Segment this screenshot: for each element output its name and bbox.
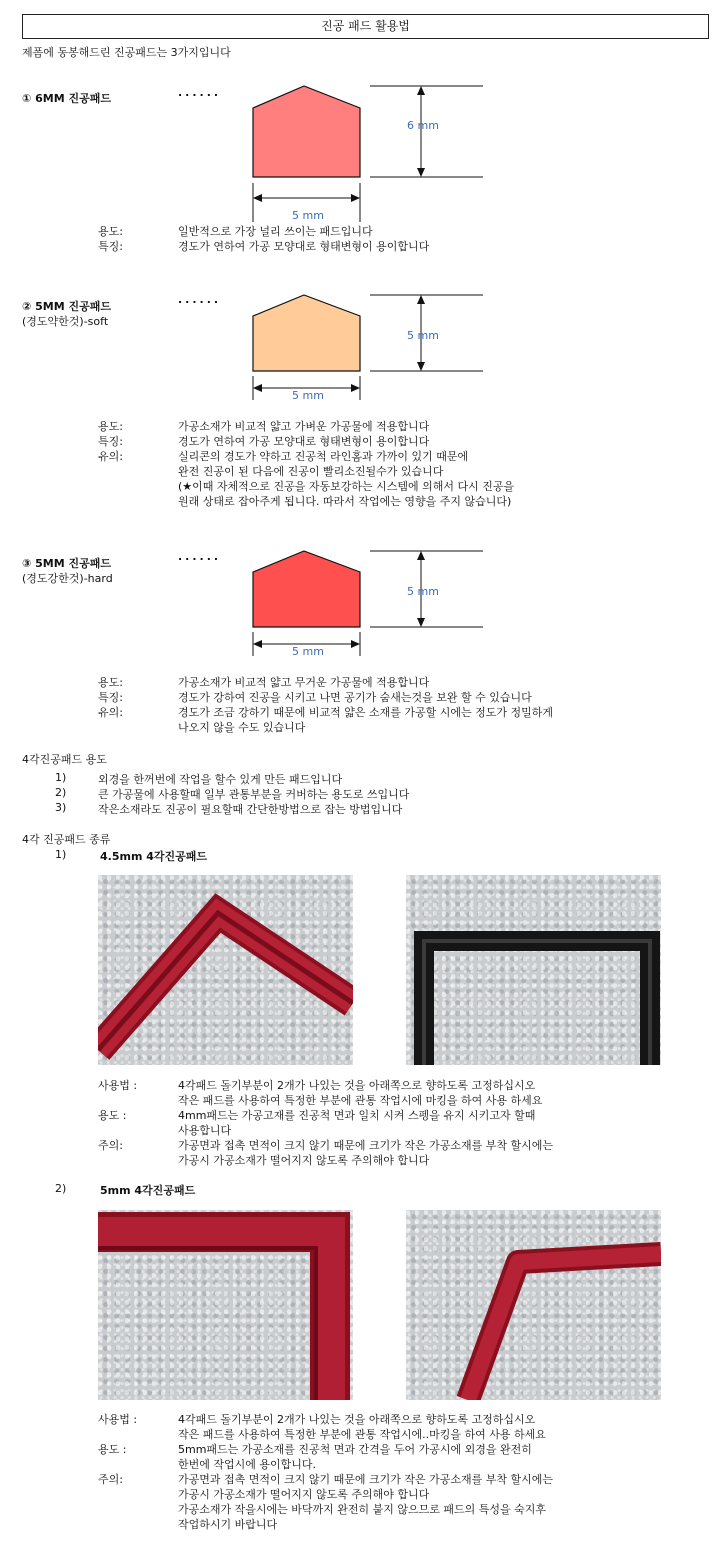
pad2-label-2: 유의: bbox=[98, 450, 123, 463]
type2-text-7: 작업하시기 바랍니다 bbox=[178, 1518, 278, 1531]
pad1-width-label: 5 mm bbox=[292, 209, 324, 222]
page-title: 진공 패드 활용법 bbox=[22, 14, 709, 39]
pad3-text-2: 경도가 조금 강하기 때문에 비교적 얇은 소재를 가공할 시에는 정도가 정밀하게 bbox=[178, 706, 553, 719]
pad2-heading: ② 5MM 진공패드 bbox=[22, 300, 112, 313]
pad2-text-5: 원래 상태로 잡아주게 됩니다. 따라서 작업에는 영향을 주지 않습니다) bbox=[178, 495, 512, 508]
type2-text-1: 작은 패드를 사용하여 특정한 부분에 관통 작업시에..마킹을 하여 사용 하세요 bbox=[178, 1428, 546, 1441]
type1-label-4: 주의: bbox=[98, 1139, 123, 1152]
type1-text-1: 작은 패드를 사용하여 특정한 부분에 관통 작업시에 마킹을 하여 사용 하세요 bbox=[178, 1094, 543, 1107]
type2-name: 5mm 4각진공패드 bbox=[100, 1184, 196, 1197]
type1-text-0: 4각패드 돌기부분이 2개가 나있는 것을 아래쪽으로 향하도록 고정하십시오 bbox=[178, 1079, 536, 1092]
type2-text-2: 5mm패드는 가공소재를 진공척 면과 간격을 두어 가공시에 외경을 완전히 bbox=[178, 1443, 532, 1456]
intro-text: 제폼에 동봉해드린 진공패드는 3가지입니다 bbox=[22, 46, 231, 59]
pad3-subtitle: (경도강한것)-hard bbox=[22, 572, 113, 585]
type1-text-4: 가공면과 접촉 면적이 크지 않기 때문에 크기가 작은 가공소재를 부착 할시에는 bbox=[178, 1139, 553, 1152]
pad2-width-label: 5 mm bbox=[292, 389, 324, 402]
pad3-label-1: 특징: bbox=[98, 691, 123, 704]
square-usage-heading: 4각진공패드 용도 bbox=[22, 753, 107, 766]
type2-label-4: 주의: bbox=[98, 1473, 123, 1486]
pad1-heading: ① 6MM 진공패드 bbox=[22, 92, 112, 105]
pad2-text-2: 실리콘의 경도가 약하고 진공척 라인홈과 가까이 있기 때문에 bbox=[178, 450, 469, 463]
pad2-subtitle: (경도약한것)-soft bbox=[22, 315, 109, 328]
pad3-label-0: 용도: bbox=[98, 676, 123, 689]
photo-red-frame-5mm-right bbox=[406, 1210, 661, 1400]
type2-label-0: 사용법 : bbox=[98, 1413, 138, 1426]
pad3-dots: ...... bbox=[178, 550, 222, 563]
pad1-text-0: 일반적으로 가장 널리 쓰이는 패드입니다 bbox=[178, 225, 373, 238]
type1-text-5: 가공시 가공소재가 떨어지지 않도록 주의해야 합니다 bbox=[178, 1154, 430, 1167]
photo-red-frame-5mm-left bbox=[98, 1210, 353, 1400]
pad3-profile-shape bbox=[253, 551, 360, 627]
type2-text-5: 가공시 가공소재가 떨어지지 않도록 주의해야 합니다 bbox=[178, 1488, 430, 1501]
pad2-dots: ...... bbox=[178, 293, 222, 306]
photo-black-frame-4-5mm bbox=[406, 875, 661, 1065]
square-usage-num-2: 3) bbox=[55, 801, 67, 814]
pad3-text-3: 나오지 않을 수도 있습니다 bbox=[178, 721, 306, 734]
square-usage-text-1: 큰 가공물에 사용할때 일부 관통부분을 커버하는 용도로 쓰입니다 bbox=[98, 788, 410, 801]
pad2-text-4: (★이때 자체적으로 진공을 자동보강하는 시스템에 의해서 다시 진공을 bbox=[178, 480, 515, 493]
pad3-text-1: 경도가 강하여 진공을 시키고 나면 공기가 숨새는것을 보완 할 수 있습니다 bbox=[178, 691, 532, 704]
pad2-label-1: 특징: bbox=[98, 435, 123, 448]
type2-label-2: 용도 : bbox=[98, 1443, 127, 1456]
type2-text-6: 가공소재가 작을시에는 바닥까지 완전히 붙지 않으므로 패드의 특성을 숙지후 bbox=[178, 1503, 547, 1516]
pad3-height-label: 5 mm bbox=[407, 585, 439, 598]
type1-num: 1) bbox=[55, 848, 67, 861]
pad1-label-0: 용도: bbox=[98, 225, 123, 238]
photo-red-corner-4-5mm bbox=[98, 875, 353, 1065]
square-usage-text-2: 작은소재라도 진공이 필요할때 간단한방법으로 잡는 방법입니다 bbox=[98, 803, 403, 816]
square-types-heading: 4각 진공패드 종류 bbox=[22, 833, 111, 846]
pad1-profile-shape bbox=[253, 86, 360, 177]
pad2-profile-shape bbox=[253, 295, 360, 371]
pad3-heading: ③ 5MM 진공패드 bbox=[22, 557, 112, 570]
type1-label-0: 사용법 : bbox=[98, 1079, 138, 1092]
pad3-width-label: 5 mm bbox=[292, 645, 324, 658]
pad3-label-2: 유의: bbox=[98, 706, 123, 719]
square-usage-text-0: 외경을 한꺼번에 작업을 할수 있게 만든 패드입니다 bbox=[98, 773, 343, 786]
type2-text-0: 4각패드 돌기부분이 2개가 나있는 것을 아래쪽으로 향하도록 고정하십시오 bbox=[178, 1413, 536, 1426]
pad2-text-0: 가공소재가 비교적 얇고 가벼운 가공물에 적용합니다 bbox=[178, 420, 430, 433]
pad1-label-1: 특징: bbox=[98, 240, 123, 253]
type1-text-2: 4mm패드는 가공고재를 진공척 면과 일치 시켜 스펭을 유지 시키고자 할때 bbox=[178, 1109, 536, 1122]
type1-name: 4.5mm 4각진공패드 bbox=[100, 850, 208, 863]
type1-text-3: 사용합니다 bbox=[178, 1124, 232, 1137]
type2-text-3: 한번에 작업시에 용이합니다. bbox=[178, 1458, 317, 1471]
pad1-text-1: 경도가 연하여 가공 모양대로 형태변형이 용이합니다 bbox=[178, 240, 430, 253]
pad1-height-label: 6 mm bbox=[407, 119, 439, 132]
type1-label-2: 용도 : bbox=[98, 1109, 127, 1122]
square-usage-num-1: 2) bbox=[55, 786, 67, 799]
type2-num: 2) bbox=[55, 1182, 67, 1195]
pad2-text-1: 경도가 연하여 가공 모양대로 형태변형이 용이합니다 bbox=[178, 435, 430, 448]
type2-text-4: 가공면과 접촉 면적이 크지 않기 때문에 크기가 작은 가공소재를 부착 할시에는 bbox=[178, 1473, 553, 1486]
square-usage-num-0: 1) bbox=[55, 771, 67, 784]
pad2-height-label: 5 mm bbox=[407, 329, 439, 342]
pad3-text-0: 가공소재가 비교적 얇고 무거운 가공물에 적용합니다 bbox=[178, 676, 430, 689]
pad1-dots: ...... bbox=[178, 86, 222, 99]
pad2-label-0: 용도: bbox=[98, 420, 123, 433]
pad2-text-3: 완전 진공이 된 다음에 진공이 빨리소진될수가 있습니다 bbox=[178, 465, 444, 478]
